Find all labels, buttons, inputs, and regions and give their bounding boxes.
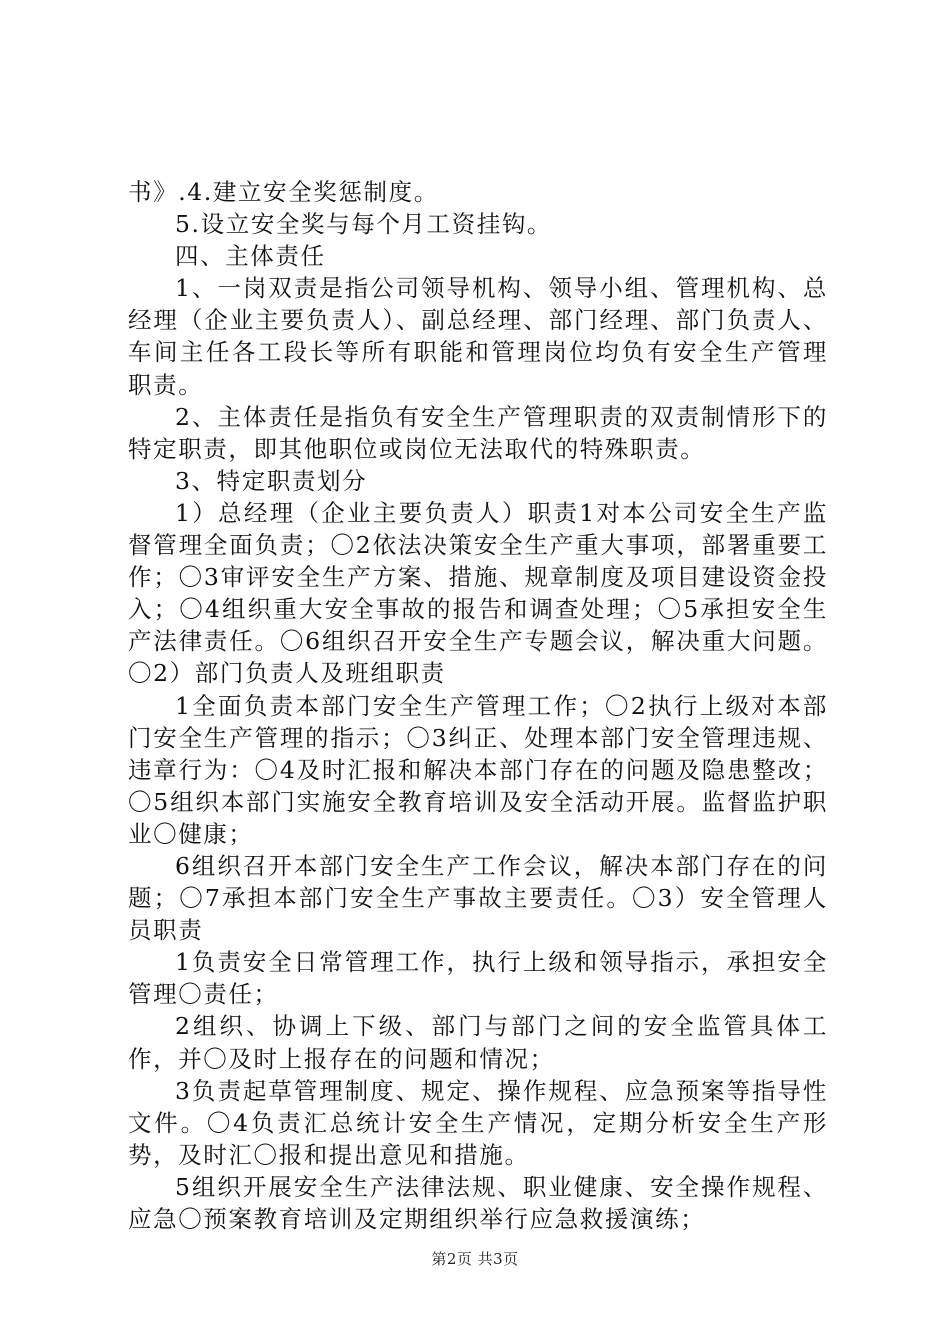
- paragraph-item-5: 5.设立安全奖与每个月工资挂钩。: [175, 210, 553, 239]
- page-number-footer: 第2页 共3页: [431, 1250, 519, 1268]
- paragraph-clause-3: 3、特定职责划分: [175, 466, 368, 495]
- paragraph-safety-3: 3负责起草管理制度、规定、操作规程、应急预案等指导性文件。〇4负责汇总统计安全生产情况，定期分析安全生产形势，及时汇〇报和提出意见和措施。: [128, 1076, 828, 1169]
- paragraph-clause-1: 1、一岗双责是指公司领导机构、领导小组、管理机构、总经理（企业主要负责人）、副总经理、部门经理、部门负责人、车间主任各工段长等所有职能和管理岗位均负有安全生产管理职责。: [128, 274, 828, 399]
- paragraph-dept-duties: 1全面负责本部门安全生产管理工作；〇2执行上级对本部门安全生产管理的指示；〇3纠正、处理本部门安全管理违规、违章行为：〇4及时汇报和解决本部门存在的问题及隐患整改；〇5组织本部门实施安全教育培训及安全活动开展。监督监护职业〇健康；: [128, 691, 828, 848]
- document-body: [128, 176, 828, 1235]
- paragraph-dept-duties-cont: 6组织召开本部门安全生产工作会议，解决本部门存在的问题；〇7承担本部门安全生产事故主要责任。〇3）安全管理人员职责: [128, 851, 828, 945]
- paragraph-continuation: 书》.4.建立安全奖惩制度。: [128, 178, 439, 206]
- paragraph-safety-5: 5组织开展安全生产法律法规、职业健康、安全操作规程、应急〇预案教育培训及定期组织举行应急救援演练；: [128, 1172, 828, 1233]
- paragraph-clause-2: 2、主体责任是指负有安全生产管理职责的双责制情形下的特定职责，即其他职位或岗位无法取代的特殊职责。: [128, 402, 828, 463]
- paragraph-gm-duties: 1）总经理（企业主要负责人）职责1对本公司安全生产监督管理全面负责；〇2依法决策安全生产重大事项，部署重要工作；〇3审评安全生产方案、措施、规章制度及项目建设资金投入；〇4组织重大安全事故的报告和调查处理；〇5承担安全生产法律责任。〇6组织召开安全生产专题会议，解决重大问题。〇2）部门负责人及班组职责: [128, 498, 828, 688]
- paragraph-safety-1: 1负责安全日常管理工作，执行上级和领导指示，承担安全管理〇责任；: [128, 948, 828, 1009]
- section-heading-4: 四、主体责任: [175, 242, 326, 271]
- paragraph-safety-2: 2组织、协调上下级、部门与部门之间的安全监管具体工作，并〇及时上报存在的问题和情况；: [128, 1012, 828, 1073]
